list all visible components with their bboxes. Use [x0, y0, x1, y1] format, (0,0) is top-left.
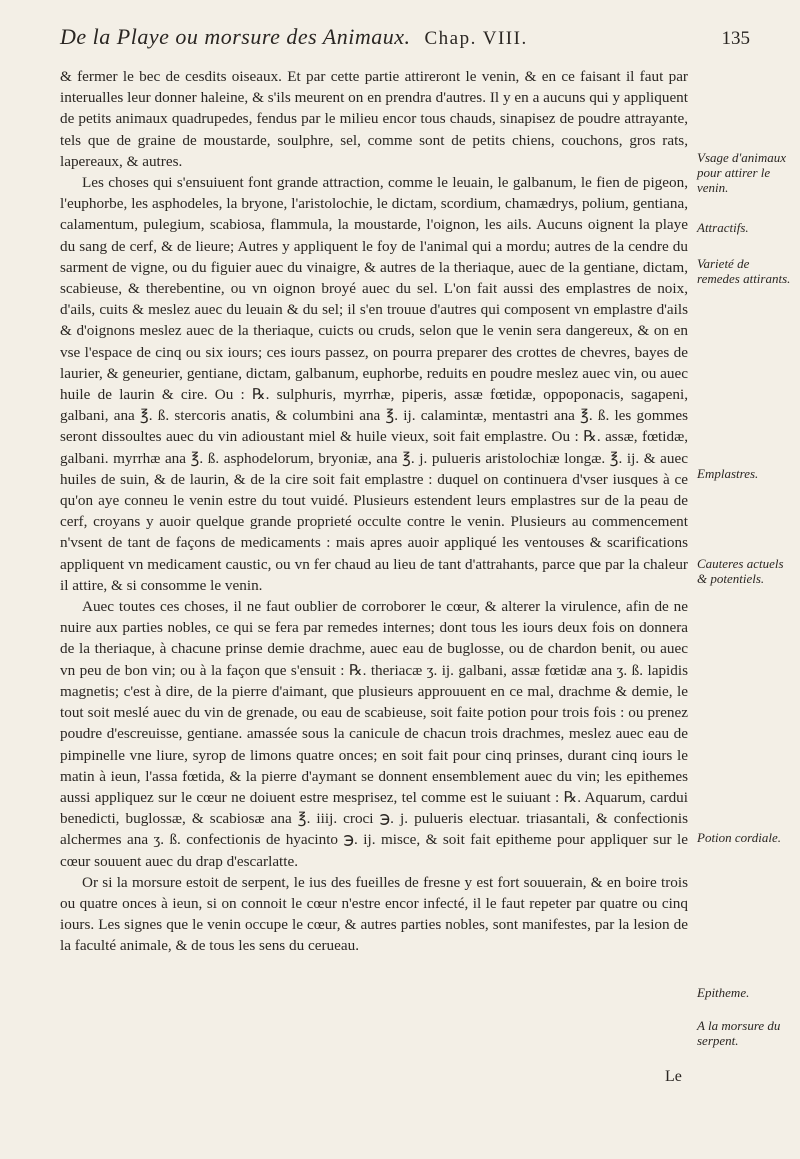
paragraph: & fermer le bec de cesdits oiseaux. Et par cette partie attireront le venin, & en ce faisant il faut par interualles leur donner haleine, & s'ils meurent on en prendra d'autres. Il y en a aucuns qui y appliquent de petits animaux quadrupedes, fendus par le milieu encor tous chauds, sinapisez de poudre attrayante, tels que de graine de moustarde, soulphre, sel, comme sont de petits chiens, couchons, gros rats, lapereaux, & autres.	[60, 68, 688, 170]
margin-note: Cauteres actuels & potentiels.	[697, 556, 784, 586]
margin-note: Epitheme.	[697, 985, 750, 1000]
paragraph: Or si la morsure estoit de serpent, le ius des fueilles de fresne y est fort souuerain, & en boire trois ou quatre onces à ieun, si on connoit le cœur n'estre encor infecté, il le faut repeter par quatre ou cinq iours. Les signes que le venin occupe le cœur, & autres parties nobles, sont manifestes, par la lesion de la faculté animale, & de tous les sens du cerueau.	[60, 873, 688, 955]
margin-note: Potion cordiale.	[697, 830, 782, 845]
paragraph: Auec toutes ces choses, il ne faut oublier de corroborer le cœur, & alterer la virulence, afin de ne nuire aux parties nobles, ce qui se fera par remedes internes; dont tous les iours deux fois on donnera de la theriaque, à chacune prinse demie drachme, auec eau de buglosse, ou de chardon benit, ou auec vn peu de bon vin; ou à la façon que s'ensuit : ℞. theriacæ ʒ. ij. galbani, assæ fœtidæ ana ʒ. ß. lapidis magnetis; c'est à dire, de la pierre d'aimant, que plusieurs approuuent en ce mal, drachme & demie, le tout soit meslé auec du vin de grenade, ou eau de scabieuse, soit faite potion pour trois fois : ou prenez poudre d'escreuisse, gentiane. amassée sous la canicule de chacun trois drachmes, meslez auec eau de pimpinelle vne liure, syrop de limons quatre onces; en soit fait pour cinq prinses, durant cinq iours le matin à ieun, l'assa fœtida, & la pierre d'aymant se donnent ensemblement auec du vin; les epithemes aussi appliquez sur le cœur ne doiuent estre mesprisez, tel comme est le suiuant : ℞. Aquarum, cardui benedicti, buglossæ, & scabiosæ ana ℥. iiij. croci ℈. j. pulueris electuar. triasantali, & confectionis alchermes ana ʒ. ß. confectionis de hyacinto ℈. ij. misce, & soit fait epitheme pour appliquer sur le cœur souuent auec du drap d'escarlatte.	[60, 598, 688, 870]
page-header	[60, 24, 750, 64]
margin-note: Vsage d'animaux pour attirer le venin.	[697, 150, 787, 195]
paragraph: Les choses qui s'ensuiuent font grande attraction, comme le leuain, le galbanum, le fien de pigeon, l'euphorbe, les asphodeles, la bryone, l'aristolochie, le dictam, scordium, chamædrys, polium, gentiana, calamentum, pulegium, scabiosa, flammula, la moustarde, l'oignon, les ails. Aucuns oignent la playe du sang de cerf, & de lieure; Autres y appliquent le foy de l'animal qui a mordu; autres de la cendre du sarment de vigne, ou du figuier auec du vinaigre, & autres de la theriaque, auec de la gentiane, dictam, scabieuse, & therebentine, ou vn oignon broyé auec du sel. L'on fait aussi des emplastres de noix, d'ails, cuits & meslez auec du leuain & du sel; il s'en trouue d'autres qui composent vn emplastre d'ails & d'oignons meslez auec de la theriaque, cuicts ou cruds, selon que le venin sera dangereux, & on en vse l'espace de cinq ou six iours; ces iours passez, on pourra preparer des crottes de chevres, bayes de laurier, & geneurier, gentiane, dictam, galbanum, euphorbe, reduits en poudre meslez auec vin, ou auec huile de laurin & cire. Ou : ℞. sulphuris, myrrhæ, piperis, assæ fœtidæ, oppoponacis, sagapeni, galbani, ana ℥. ß. stercoris anatis, & columbini ana ℥. ij. calamintæ, mentastri ana ℥. ß. les gommes seront dissoultes auec du vin adioustant miel & huile vieux, soit fait emplastre. Ou : ℞. assæ, fœtidæ, galbani. myrrhæ ana ℥. ß. asphodelorum, bryoniæ, ana ℥. j. pulueris aristolochiæ longæ. ℥. ij. & auec huiles de suin, & de laurin, & de la cire soit fait emplastre : duquel on continuera d'vser iusques à ce qu'on aye conneu le venin estre du tout vuidé. Plusieurs estendent leurs emplastres sur de la peau de cerf, croyans y auoir quelque grande proprieté occulte contre le venin. Plusieurs au commencement n'vsent de tant de façons de medicaments : mais apres auoir appliqué les ventouses & scarifications appliquent vn medicament caustic, ou vn fer chaud au lieu de tant d'attrahants, parce que par la chaleur il attire, & si consomme le venin.	[60, 174, 688, 594]
catchword: Le	[665, 1068, 682, 1085]
running-head: De la Playe ou morsure des Animaux.	[60, 24, 411, 49]
page-number: 135	[721, 28, 750, 49]
margin-note: Attractifs.	[697, 220, 749, 235]
main-text	[60, 66, 688, 957]
margin-note: Emplastres.	[697, 466, 759, 481]
margin-note: A la morsure du serpent.	[697, 1018, 781, 1048]
margin-note: Varieté de remedes attirants.	[697, 256, 791, 286]
chapter-number: Chap. VIII.	[424, 28, 528, 49]
